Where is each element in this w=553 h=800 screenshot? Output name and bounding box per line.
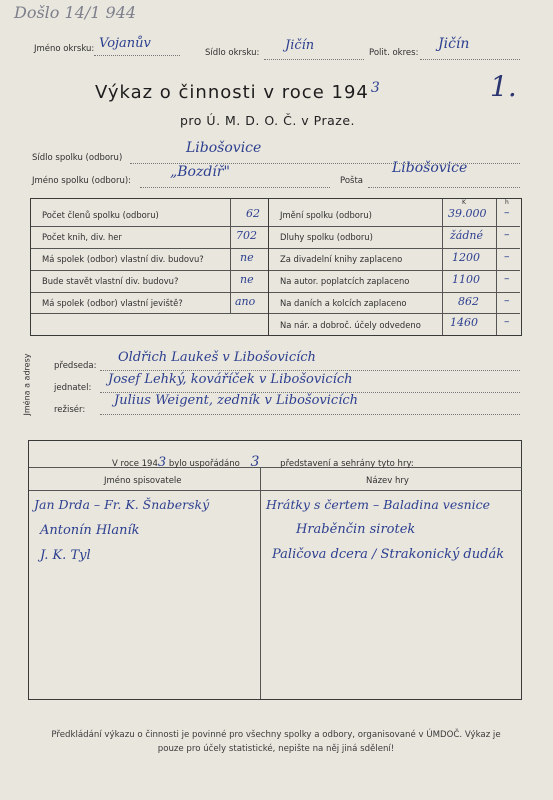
stats-row-line-right-4 <box>269 292 520 293</box>
stats-left-value: ano <box>235 295 256 308</box>
stats-row-line-left-4 <box>31 292 268 293</box>
form-title-year: 3 <box>370 80 381 96</box>
footer-line-1: Předkládání výkazu o činnosti je povinné pro všechny spolky a odbory, organisované v ÚMDOČ. Výkaz je <box>51 730 501 740</box>
plays-table <box>28 440 522 700</box>
club-sidlo-value: Libošovice <box>186 140 262 156</box>
club-posta-value: Libošovice <box>392 160 468 176</box>
stats-divider-4 <box>496 199 497 335</box>
col-title: Název hry <box>366 476 409 486</box>
receipt-stamp: Došlo 14/1 944 <box>14 3 137 22</box>
predseda-label: předseda: <box>54 361 97 371</box>
form-subtitle: pro Ú. M. D. O. Č. v Praze. <box>180 113 355 128</box>
stats-row-line-right-5 <box>269 313 520 314</box>
jednatel-label: jednatel: <box>54 383 92 393</box>
plays-header <box>112 454 414 470</box>
reziser-dots <box>100 414 520 415</box>
stats-left-value: ne <box>240 273 254 286</box>
stats-left-label: Počet členů spolku (odboru) <box>42 210 159 220</box>
stats-row-line-right-2 <box>269 248 520 249</box>
play-author: Jan Drda – Fr. K. Šnaberský <box>34 497 210 512</box>
footer-line-2: pouze pro účely statistické, nepište na něj jiná sdělení! <box>157 744 395 754</box>
col-author: Jméno spisovatele <box>104 476 182 486</box>
stats-right-label: Dluhy spolku (odboru) <box>280 232 373 242</box>
plays-header-prefix: V roce 194 <box>112 459 158 469</box>
stats-divider-3 <box>442 199 443 335</box>
stats-h-header: h <box>505 199 509 206</box>
stats-right-label: Za divadelní knihy zaplaceno <box>280 254 403 264</box>
stats-right-label: Na nár. a dobroč. účely odvedeno <box>280 320 421 330</box>
predseda-dots <box>100 370 520 371</box>
stats-right-label: Jmění spolku (odboru) <box>280 210 372 220</box>
stats-right-h: – <box>504 294 510 307</box>
polit-okres-value: Jičín <box>438 36 470 52</box>
stats-left-label: Má spolek (odbor) vlastní jeviště? <box>42 298 183 308</box>
polit-okres-dots <box>420 59 520 60</box>
sidlo-okrsku-label: Sídlo okrsku: <box>205 48 260 58</box>
stats-left-label: Má spolek (odbor) vlastní div. budovu? <box>42 254 204 264</box>
stats-row-line-left-5 <box>31 313 268 314</box>
stats-right-label: Na daních a kolcích zaplaceno <box>280 298 407 308</box>
play-title: Hrátky s čertem – Baladina vesnice <box>266 497 491 512</box>
reziser-label: režisér: <box>54 405 86 415</box>
okrsek-dots <box>94 55 180 56</box>
club-jmeno-label: Jméno spolku (odboru): <box>32 176 132 186</box>
stats-right-h: – <box>504 315 510 328</box>
stats-row-line-right-1 <box>269 226 520 227</box>
stats-left-label: Bude stavět vlastní div. budovu? <box>42 276 179 286</box>
stats-divider-1 <box>230 199 231 313</box>
stats-right-k: 1200 <box>452 251 480 264</box>
play-author: Antonín Hlaník <box>40 523 140 538</box>
club-posta-dots <box>368 187 520 188</box>
stats-right-k: 39.000 <box>448 207 487 220</box>
stats-left-value: ne <box>240 251 254 264</box>
jednatel-value: Josef Lehký, kováříček v Libošovicích <box>108 372 353 387</box>
plays-header-suffix: představení a sehrány tyto hry: <box>280 459 414 469</box>
play-title: Paličova dcera / Strakonický dudák <box>272 547 505 562</box>
polit-okres-label: Polit. okres: <box>369 48 419 58</box>
stats-right-h: – <box>504 250 510 263</box>
stats-row-line-right-3 <box>269 270 520 271</box>
stats-right-k: 1100 <box>452 273 480 286</box>
stats-row-line-left-3 <box>31 270 268 271</box>
stats-right-h: – <box>504 228 510 241</box>
club-jmeno-value: „Bozdíř" <box>170 164 230 180</box>
play-title: Hraběnčin sirotek <box>296 522 416 537</box>
club-posta-label: Pošta <box>340 176 363 186</box>
okrsek-value: Vojanův <box>99 36 151 51</box>
okrsek-label: Jméno okrsku: <box>34 44 95 54</box>
predseda-value: Oldřich Laukeš v Libošovicích <box>118 350 316 365</box>
stats-left-label: Počet knih, div. her <box>42 232 122 242</box>
stats-right-h: – <box>504 272 510 285</box>
form-title <box>95 80 381 103</box>
reziser-value: Julius Weigent, zedník v Libošovicích <box>114 393 359 408</box>
sidlo-okrsku-value: Jičín <box>285 38 315 53</box>
stats-right-k: žádné <box>450 229 483 242</box>
plays-header-mid: bylo uspořádáno <box>168 459 240 469</box>
club-sidlo-label: Sídlo spolku (odboru) <box>32 153 123 163</box>
plays-column-divider <box>260 468 261 699</box>
stats-row-line-left-1 <box>31 226 268 227</box>
officers-side-label: Jména a adresy <box>22 353 32 416</box>
stats-k-header: K <box>462 199 466 206</box>
stats-divider-2 <box>268 199 269 335</box>
stats-left-value: 702 <box>236 229 257 242</box>
plays-header-year: 3 <box>157 455 167 470</box>
club-jmeno-dots <box>140 187 330 188</box>
stats-right-k: 862 <box>458 295 479 308</box>
plays-colhead-line <box>29 490 522 491</box>
number-mark: 1. <box>490 70 517 103</box>
play-author: J. K. Tyl <box>40 548 91 563</box>
plays-header-count: 3 <box>250 454 260 470</box>
stats-row-line-left-2 <box>31 248 268 249</box>
stats-right-h: – <box>504 206 510 219</box>
stats-right-label: Na autor. poplatcích zaplaceno <box>280 276 410 286</box>
form-title-text: Výkaz o činnosti v roce 194 <box>95 82 369 103</box>
stats-right-k: 1460 <box>450 316 478 329</box>
stats-left-value: 62 <box>246 207 260 220</box>
sidlo-okrsku-dots <box>264 59 364 60</box>
